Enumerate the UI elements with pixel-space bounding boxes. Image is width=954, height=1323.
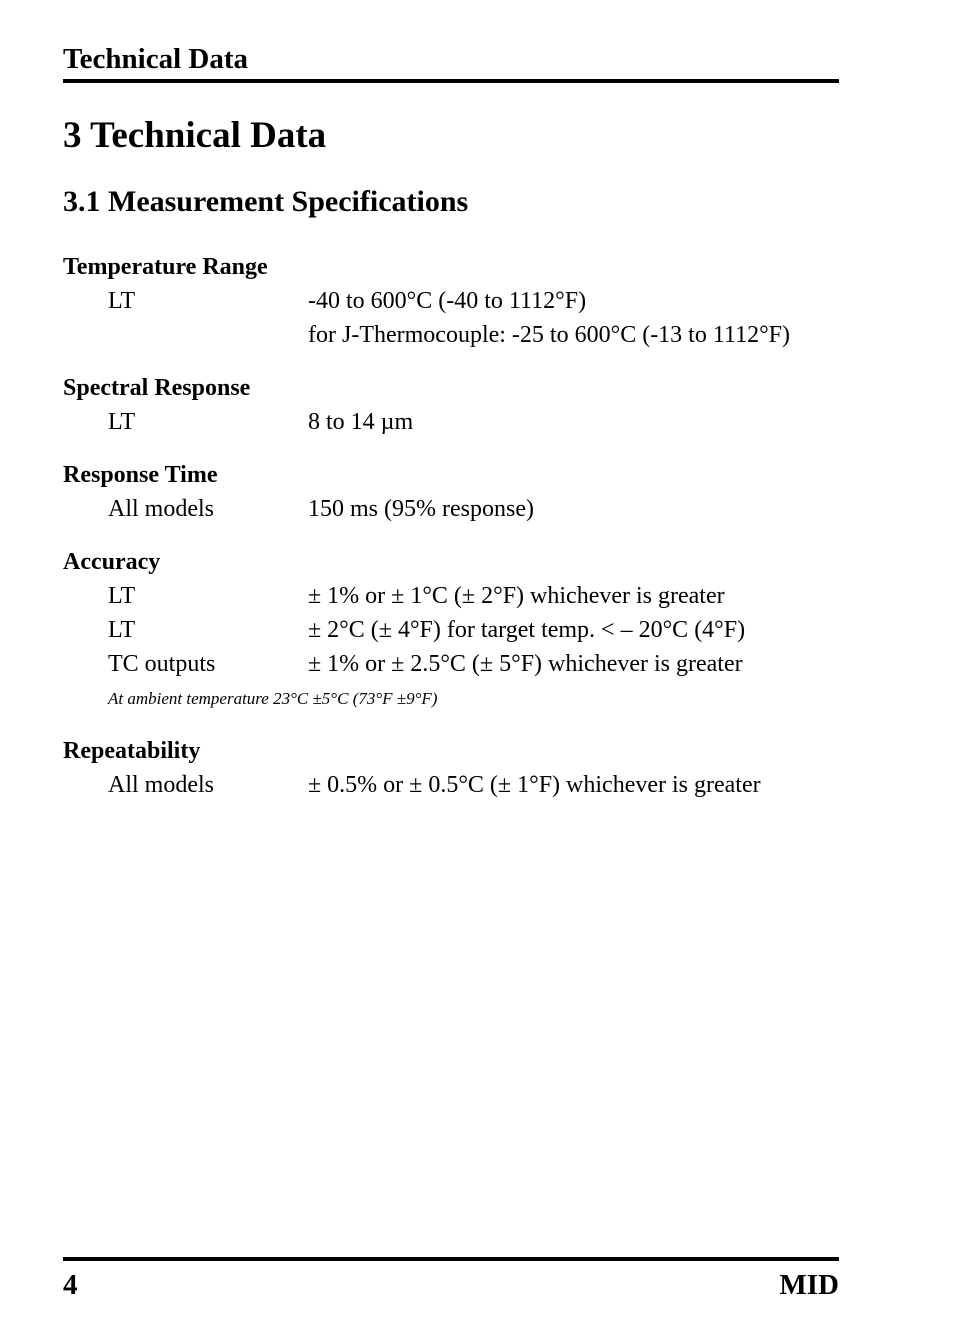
spec-value: ± 1% or ± 2.5°C (± 5°F) whichever is greater bbox=[308, 651, 743, 677]
spec-value: 150 ms (95% response) bbox=[308, 496, 534, 522]
spec-spectral-response bbox=[63, 371, 863, 439]
spec-repeatability bbox=[63, 734, 863, 802]
running-header: Technical Data bbox=[63, 43, 249, 75]
spec-row bbox=[63, 492, 863, 526]
spec-accuracy bbox=[63, 545, 863, 713]
spec-row bbox=[63, 768, 863, 802]
spec-heading: Spectral Response bbox=[63, 375, 251, 401]
spec-value: ± 1% or ± 1°C (± 2°F) whichever is greater bbox=[308, 583, 725, 609]
spec-value: ± 2°C (± 4°F) for target temp. < – 20°C (4°F) bbox=[308, 617, 746, 643]
section-title: 3.1 Measurement Specifications bbox=[63, 185, 469, 218]
spec-label: LT bbox=[108, 583, 136, 609]
spec-heading: Response Time bbox=[63, 462, 218, 488]
spec-temperature-range bbox=[63, 250, 863, 352]
page-number: 4 bbox=[63, 1269, 78, 1301]
spec-row bbox=[63, 647, 863, 681]
header-rule bbox=[63, 79, 839, 83]
spec-label: TC outputs bbox=[108, 651, 216, 677]
spec-heading: Accuracy bbox=[63, 549, 161, 575]
chapter-title: 3 Technical Data bbox=[63, 115, 327, 156]
footer-product-name: MID bbox=[779, 1269, 839, 1301]
spec-label: All models bbox=[108, 496, 214, 522]
footer-rule bbox=[63, 1257, 839, 1261]
spec-row bbox=[63, 405, 863, 439]
spec-value: -40 to 600°C (-40 to 1112°F) bbox=[308, 288, 587, 314]
spec-heading: Temperature Range bbox=[63, 254, 268, 280]
spec-value: for J-Thermocouple: -25 to 600°C (-13 to 1112°F) bbox=[308, 322, 791, 348]
spec-label bbox=[63, 318, 308, 352]
spec-note: At ambient temperature 23°C ±5°C (73°F ±9°F) bbox=[108, 689, 438, 708]
spec-heading: Repeatability bbox=[63, 738, 201, 764]
spec-value: ± 0.5% or ± 0.5°C (± 1°F) whichever is greater bbox=[308, 772, 761, 798]
spec-label: LT bbox=[108, 409, 136, 435]
spec-label: LT bbox=[108, 617, 136, 643]
spec-row bbox=[63, 613, 863, 647]
spec-label: All models bbox=[108, 772, 214, 798]
spec-row bbox=[63, 318, 863, 352]
spec-label: LT bbox=[108, 288, 136, 314]
spec-row bbox=[63, 579, 863, 613]
spec-row bbox=[63, 284, 863, 318]
spec-response-time bbox=[63, 458, 863, 526]
spec-value: 8 to 14 µm bbox=[308, 409, 414, 435]
